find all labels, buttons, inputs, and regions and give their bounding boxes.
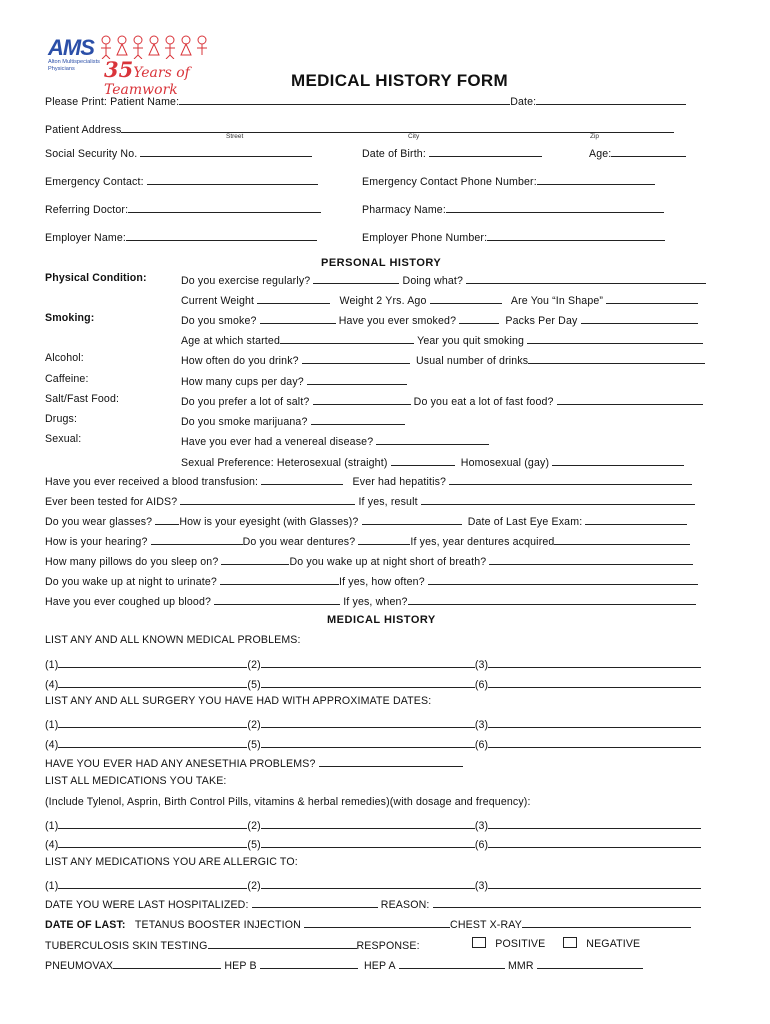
medication-4-field[interactable] [58,836,247,848]
short-breath-field[interactable] [489,553,693,565]
venereal-row: Have you ever had a venereal disease? [181,433,489,448]
surgery-4-field[interactable] [58,736,247,748]
medical-history-heading: MEDICAL HISTORY [327,614,436,626]
cups-field[interactable] [307,373,407,385]
surgery-2-field[interactable] [261,716,475,728]
patient-name-row: Please Print: Patient Name: Date: [45,93,686,108]
smoking-row: Do you smoke? Have you ever smoked? Packs Per Day [181,312,698,327]
emergency-phone-row: Emergency Contact Phone Number: [362,173,655,188]
tetanus-field[interactable] [304,916,450,928]
problem-6-field[interactable] [488,676,701,688]
preference-row: Sexual Preference: Heterosexual (straight) Homosexual (gay) [181,454,684,469]
age-field[interactable] [611,145,686,157]
reason-field[interactable] [433,896,701,908]
allergic-label: LIST ANY MEDICATIONS YOU ARE ALLERGIC TO: [45,856,298,868]
positive-checkbox[interactable] [472,937,486,948]
drugs-label: Drugs: [45,413,78,425]
referring-doctor-row: Referring Doctor: [45,201,321,216]
transfusion-field[interactable] [261,473,343,485]
hearing-field[interactable] [151,533,243,545]
dentures-field[interactable] [358,533,410,545]
exercise-field[interactable] [313,272,399,284]
emergency-phone-field[interactable] [537,173,655,185]
chest-xray-field[interactable] [522,916,691,928]
drink-frequency-field[interactable] [302,352,410,364]
urinate-field[interactable] [220,573,339,585]
clinic-logo [46,33,221,98]
drugs-row: Do you smoke marijuana? [181,413,405,428]
hep-a-field[interactable] [399,957,505,969]
zip-caption: Zip [590,133,600,140]
smoke-field[interactable] [260,312,336,324]
surgery-row-1: (1) (2) (3) [45,716,701,731]
anesthesia-row: HAVE YOU EVER HAD ANY ANESETHIA PROBLEMS? [45,755,463,770]
mmr-field[interactable] [537,957,643,969]
problem-5-field[interactable] [261,676,475,688]
emergency-contact-field[interactable] [147,173,318,185]
medications-label: LIST ALL MEDICATIONS YOU TAKE: [45,775,227,787]
marijuana-field[interactable] [311,413,405,425]
aids-result-field[interactable] [421,493,695,505]
form-title: MEDICAL HISTORY FORM [291,71,508,90]
emergency-contact-row: Emergency Contact: [45,173,318,188]
age-started-field[interactable] [280,332,414,344]
employer-field[interactable] [126,229,317,241]
tb-field[interactable] [208,937,357,949]
year-quit-field[interactable] [527,332,703,344]
negative-option[interactable]: NEGATIVE [563,937,640,950]
fast-food-field[interactable] [557,393,703,405]
problems-label: LIST ANY AND ALL KNOWN MEDICAL PROBLEMS: [45,634,301,646]
anesthesia-field[interactable] [319,755,463,767]
smoking-age-row: Age at which started Year you quit smoking [181,332,703,347]
surgery-1-field[interactable] [58,716,247,728]
urinate-frequency-field[interactable] [428,573,698,585]
medication-5-field[interactable] [261,836,475,848]
referring-doctor-field[interactable] [128,201,321,213]
logo-brand: AMS [48,35,94,60]
vaccines-row: PNEUMOVAX HEP B HEP A MMR [45,957,643,972]
alcohol-row: How often do you drink? Usual number of drinks [181,352,705,367]
salt-label: Salt/Fast Food: [45,393,120,405]
surgery-label: LIST ANY AND ALL SURGERY YOU HAVE HAD WITH APPROXIMATE DATES: [45,695,432,707]
dob-field[interactable] [429,145,542,157]
employer-row: Employer Name: [45,229,317,244]
positive-option[interactable]: POSITIVE [472,937,545,950]
surgery-6-field[interactable] [488,736,701,748]
logo-subtitle: Alton Multispecialists Physicians [48,59,100,72]
dob-row: Date of Birth: [362,145,542,160]
allergic-row: (1) (2) (3) [45,877,701,892]
age-row: Age: [589,145,686,160]
negative-checkbox[interactable] [563,937,577,948]
medication-6-field[interactable] [488,836,701,848]
problems-row-2: (4) (5) (6) [45,676,701,691]
cough-when-field[interactable] [408,593,696,605]
drinks-number-field[interactable] [528,352,705,364]
caffeine-row: How many cups per day? [181,373,407,388]
glasses-row: Do you wear glasses? How is your eyesight (with Glasses)? Date of Last Eye Exam: [45,513,687,528]
doing-what-field[interactable] [466,272,706,284]
children-illustration-icon [98,33,218,59]
weight-2yrs-field[interactable] [430,292,502,304]
current-weight-field[interactable] [257,292,330,304]
tb-row: TUBERCULOSIS SKIN TESTING RESPONSE: [45,937,420,952]
medication-2-field[interactable] [261,817,475,829]
in-shape-field[interactable] [606,292,698,304]
pillows-row: How many pillows do you sleep on? Do you wake up at night short of breath? [45,553,693,568]
cough-row: Have you ever coughed up blood? If yes, when? [45,593,696,608]
ssn-field[interactable] [140,145,312,157]
patient-name-field[interactable] [179,93,510,105]
ssn-row: Social Security No. [45,145,312,160]
weight-row: Current Weight Weight 2 Yrs. Ago Are You “In Shape” [181,292,698,307]
heterosexual-field[interactable] [391,454,455,466]
surgery-row-2: (4) (5) (6) [45,736,701,751]
problem-3-field[interactable] [488,656,701,668]
pneumovax-field[interactable] [113,957,221,969]
sexual-label: Sexual: [45,433,82,445]
glasses-field[interactable] [155,513,179,525]
medications-row-2: (4) (5) (6) [45,836,701,851]
allergy-2-field[interactable] [261,877,475,889]
allergy-1-field[interactable] [58,877,247,889]
packs-field[interactable] [581,312,698,324]
pharmacy-field[interactable] [446,201,664,213]
personal-history-heading: PERSONAL HISTORY [321,257,442,269]
hearing-row: How is your hearing? Do you wear dentures? If yes, year dentures acquired [45,533,690,548]
alcohol-label: Alcohol: [45,352,84,364]
date-of-last-row: DATE OF LAST: TETANUS BOOSTER INJECTION CHEST X-RAY [45,916,691,931]
aids-row: Ever been tested for AIDS? If yes, result [45,493,695,508]
eye-exam-field[interactable] [585,513,687,525]
problem-1-field[interactable] [58,656,247,668]
cough-field[interactable] [214,593,340,605]
medication-3-field[interactable] [488,817,701,829]
medications-row-1: (1) (2) (3) [45,817,701,832]
eyesight-field[interactable] [362,513,462,525]
anniversary-mark: 35Years of Teamwork [104,57,190,98]
salt-field[interactable] [313,393,411,405]
medication-1-field[interactable] [58,817,247,829]
city-caption: City [408,133,420,140]
problem-4-field[interactable] [58,676,247,688]
street-caption: Street [226,133,244,140]
medications-note: (Include Tylenol, Asprin, Birth Control Pills, vitamins & herbal remedies)(with dosage and frequency): [45,796,531,808]
transfusion-row: Have you ever received a blood transfusion: Ever had hepatitis? [45,473,692,488]
venereal-field[interactable] [376,433,489,445]
dentures-year-field[interactable] [554,533,690,545]
ever-smoked-field[interactable] [459,312,499,324]
employer-phone-field[interactable] [487,229,665,241]
hospitalized-row: DATE YOU WERE LAST HOSPITALIZED: REASON: [45,896,701,911]
aids-field[interactable] [180,493,355,505]
hepatitis-field[interactable] [449,473,692,485]
pillows-field[interactable] [221,553,289,565]
patient-address-row: Patient Address [45,121,674,136]
hospitalized-field[interactable] [252,896,378,908]
urinate-row: Do you wake up at night to urinate? If yes, how often? [45,573,698,588]
allergy-3-field[interactable] [488,877,701,889]
problems-row-1: (1) (2) (3) [45,656,701,671]
employer-phone-row: Employer Phone Number: [362,229,665,244]
homosexual-field[interactable] [552,454,684,466]
pharmacy-row: Pharmacy Name: [362,201,664,216]
surgery-3-field[interactable] [488,716,701,728]
caffeine-label: Caffeine: [45,373,89,385]
exercise-row: Do you exercise regularly? Doing what? [181,272,706,287]
date-field[interactable] [536,93,686,105]
physical-condition-label: Physical Condition: [45,272,147,284]
patient-address-field[interactable] [121,121,674,133]
smoking-label: Smoking: [45,312,95,324]
surgery-5-field[interactable] [261,736,475,748]
problem-2-field[interactable] [261,656,475,668]
hep-b-field[interactable] [260,957,358,969]
salt-row: Do you prefer a lot of salt? Do you eat a lot of fast food? [181,393,703,408]
